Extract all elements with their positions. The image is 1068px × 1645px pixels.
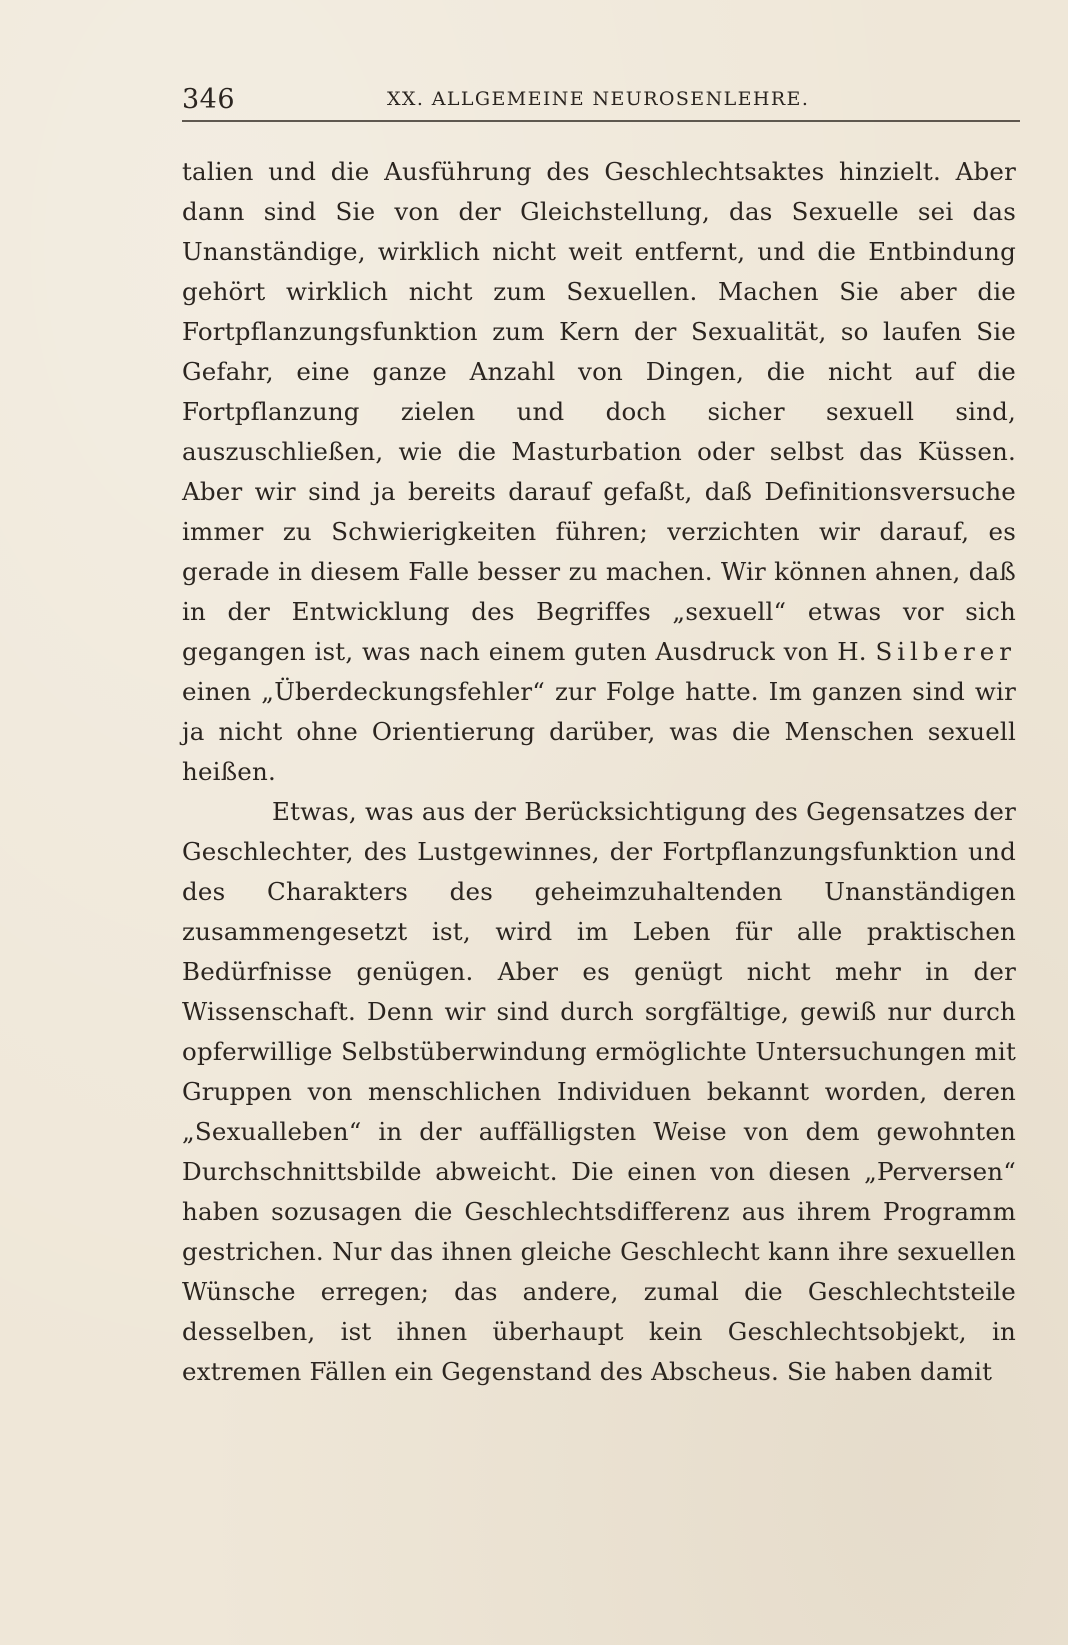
body-text xyxy=(182,152,1016,1392)
header-rule xyxy=(182,120,1020,122)
paragraph-text: talien und die Ausführung des Geschlechtsaktes hinzielt. Aber dann sind Sie von der Gleichstellung, das Sexuelle sei das Unanständige, wirklich nicht weit entfernt, und die Entbindung gehört wirklich nicht zum Sexuellen. Machen Sie aber die Fortpflanzungsfunktion zum Kern der Sexualität, so laufen Sie Gefahr, eine ganze Anzahl von Dingen, die nicht auf die Fortpflanzung zielen und doch sicher sexuell sind, auszuschließen, wie die Masturbation oder selbst das Küssen. Aber wir sind ja bereits darauf gefaßt, daß Definitionsversuche immer zu Schwierigkeiten führen; verzichten wir darauf, es gerade in diesem Falle besser zu machen. Wir können ahnen, daß in der Entwicklung des Begriffes „sexuell“ etwas vor sich gegangen ist, was nach einem guten Ausdruck von H. xyxy=(182,157,1016,666)
paragraph-text: einen „Überdeckungsfehler“ zur Folge hatte. Im ganzen sind wir ja nicht ohne Orientierung darüber, was die Menschen sexuell heißen. xyxy=(182,677,1016,786)
page-number: 346 xyxy=(182,84,236,115)
running-head: XX. ALLGEMEINE NEUROSENLEHRE. xyxy=(387,88,810,110)
paragraph xyxy=(182,152,1016,792)
page-header xyxy=(182,80,1020,120)
paragraph: Etwas, was aus der Berücksichtigung des Gegensatzes der Geschlechter, des Lustgewinnes, der Fortpflanzungsfunktion und des Charakters des geheimzuhaltenden Unanständigen zusammengesetzt ist, wird im Leben für alle praktischen Bedürfnisse genügen. Aber es genügt nicht mehr in der Wissenschaft. Denn wir sind durch sorgfältige, gewiß nur durch opferwillige Selbstüberwindung ermöglichte Untersuchungen mit Gruppen von menschlichen Individuen bekannt worden, deren „Sexualleben“ in der auffälligsten Weise von dem gewohnten Durchschnittsbilde abweicht. Die einen von diesen „Perversen“ haben sozusagen die Geschlechtsdifferenz aus ihrem Programm gestrichen. Nur das ihnen gleiche Geschlecht kann ihre sexuellen Wünsche erregen; das andere, zumal die Geschlechtsteile desselben, ist ihnen überhaupt kein Geschlechtsobjekt, in extremen Fällen ein Gegenstand des Abscheus. Sie haben damit xyxy=(182,797,1016,1386)
author-name: Silberer xyxy=(875,637,1016,666)
